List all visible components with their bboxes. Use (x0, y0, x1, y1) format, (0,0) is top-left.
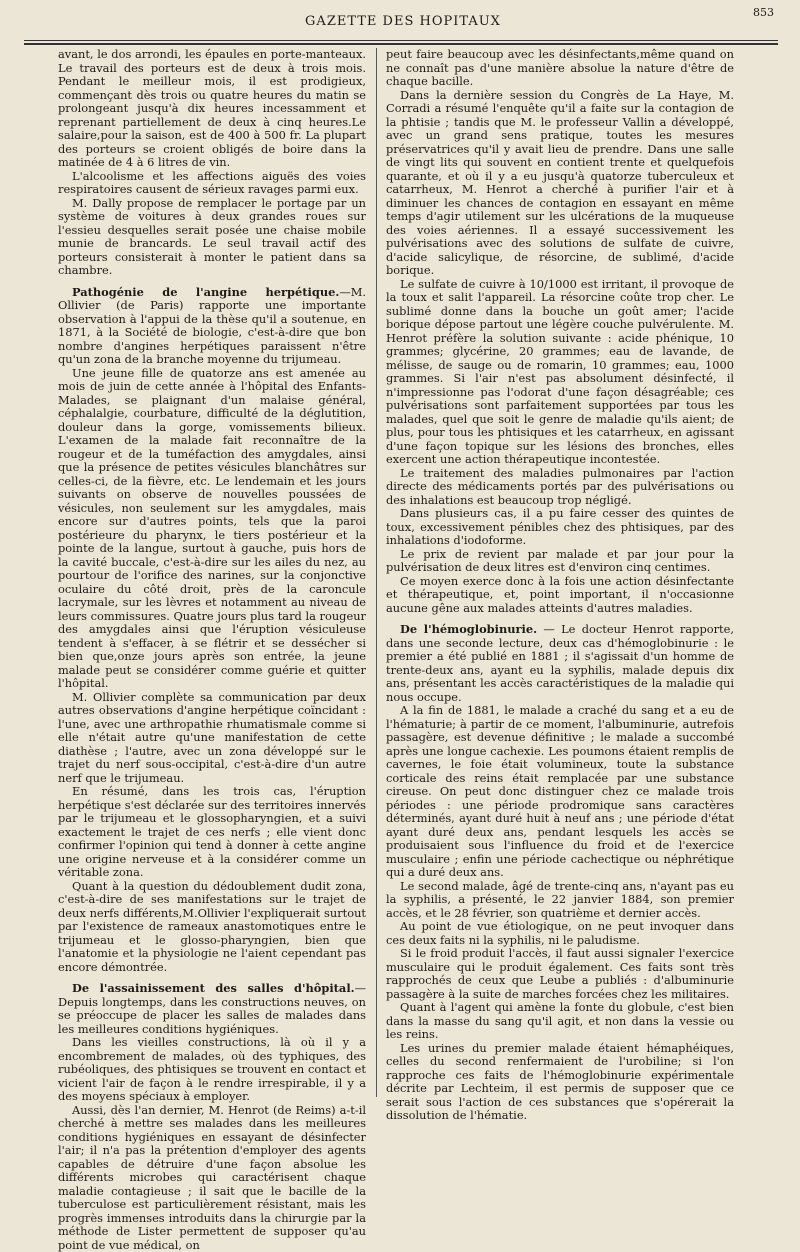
running-title: GAZETTE DES HOPITAUX (24, 14, 782, 29)
section-hemoglobinurie (386, 623, 734, 704)
paragraph: Si le froid produit l'accès, il faut aussi signaler l'exercice musculaire qui le produit également. Ces faits sont très rapprochés de ceux que Leube a publiés : d'albuminurie passagère à la suite de marches forcées chez les militaires. (386, 947, 734, 1001)
paragraph: L'alcoolisme et les affections aiguës des voies respiratoires causent de sérieux ravages parmi eux. (58, 170, 366, 197)
paragraph: Dans les vieilles constructions, là où il y a encombrement de malades, où des typhiques, des rubéoliques, des phtisiques se trouvent en contact et vicient l'air de façon à le rendre irrespirable, il y a des moyens spéciaux à employer. (58, 1036, 366, 1104)
section-lead: — Depuis longtemps, dans les constructions neuves, on se préoccupe de placer les salles de malades dans les meilleures conditions hygiéniques. (58, 981, 366, 1036)
page-header (24, 4, 782, 38)
section-lead: —M. Ollivier (de Paris) rapporte une importante observation à l'appui de la thèse qu'il a soutenue, en 1871, à la Société de biologie, c'est-à-dire que bon nombre d'angines herpétiques paraissent n'être qu'un zona de la branche moyenne du trijumeau. (58, 285, 366, 367)
section-title: De l'hémoglobinurie. (400, 622, 537, 636)
section-angine-herpetique (58, 286, 366, 367)
paragraph: Quant à l'agent qui amène la fonte du globule, c'est bien dans la masse du sang qu'il agit, et non dans la vessie ou les reins. (386, 1001, 734, 1042)
paragraph: Quant à la question du dédoublement dudit zona, c'est-à-dire de ses manifestations sur le trajet de deux nerfs différents,M.Ollivier l'expliquerait surtout par l'existence de rameaux anastomotiques entre le trijumeau et le glosso-pharyngien, bien que l'anatomie et la physiologie ne l'aient cependant pas encore démontrée. (58, 880, 366, 975)
section-title: Pathogénie de l'angine herpétique. (72, 285, 339, 299)
paragraph: Le sulfate de cuivre à 10/1000 est irritant, il provoque de la toux et salit l'appareil. La résorcine coûte trop cher. Le sublimé donne dans la bouche un goût amer; l'acide borique dépose partout une légère couche pulvérulente. M. Henrot préfère la solution suivante : acide phénique, 10 grammes; glycérine, 20 grammes; eau de lavande, de mélisse, de sauge ou de romarin, 10 grammes; eau, 1000 grammes. Si l'air n'est pas absolument désinfecté, il n'impressionne pas l'odorat d'une façon désagréable; ces pulvérisations sont parfaitement supportées par tous les malades, quel que soit le genre de maladie qu'ils aient; de plus, pour tous les phtisiques et les catarrheux, en agissant d'une façon topique sur les lésions des bronches, elles exercent une action thérapeutique incontestée. (386, 278, 734, 467)
paragraph: Le second malade, âgé de trente-cinq ans, n'ayant pas eu la syphilis, a présenté, le 22 janvier 1884, son premier accès, et le 28 février, son quatrième et dernier accès. (386, 880, 734, 921)
paragraph: Le traitement des maladies pulmonaires par l'action directe des médicaments portés par des pulvérisations ou des inhalations est beaucoup trop négligé. (386, 467, 734, 508)
paragraph: M. Dally propose de remplacer le portage par un système de voitures à deux grandes roues sur l'essieu desquelles serait posée une chaise mobile munie de brancards. Le seul travail actif des porteurs consisterait à monter le patient dans sa chambre. (58, 197, 366, 278)
section-lead: — Le docteur Henrot rapporte, dans une seconde lecture, deux cas d'hémoglobinurie : le premier a été publié en 1881 ; il s'agissait d'un homme de trente-deux ans, ayant eu la syphilis, malade depuis dix ans, présentant les accès caractéristiques de la maladie qui nous occupe. (386, 622, 734, 704)
header-double-rule (24, 43, 778, 45)
paragraph: Au point de vue étiologique, on ne peut invoquer dans ces deux faits ni la syphilis, ni le paludisme. (386, 920, 734, 947)
paragraph: avant, le dos arrondi, les épaules en porte-manteaux. Le travail des porteurs est de deux à trois mois. Pendant le meilleur mois, il est prodigieux, commençant dès trois ou quatre heures du matin se prolongeant jusqu'à dix heures incessamment et reprenant partiellement de deux à cinq heures.Le salaire,pour la saison, est de 400 à 500 fr. La plupart des porteurs se croient obligés de boire dans la matinée de 4 à 6 litres de vin. (58, 48, 366, 170)
paragraph: Le prix de revient par malade et par jour pour la pulvérisation de deux litres est d'environ cinq centimes. (386, 548, 734, 575)
left-column (58, 48, 366, 1099)
header-rule (24, 40, 778, 41)
paragraph: Les urines du premier malade étaient hémaphéiques, celles du second renfermaient de l'urobiline; si l'on rapproche ces faits de l'hémoglobinurie expérimentale décrite par Lechteim, il est permis de supposer que ce serait sous l'action de ces substances que s'opérerait la dissolution de l'hématie. (386, 1042, 734, 1123)
paragraph: Dans la dernière session du Congrès de La Haye, M. Corradi a résumé l'enquête qu'il a faite sur la contagion de la phtisie ; tandis que M. le professeur Vallin a développé, avec un grand sens pratique, toutes les mesures préservatrices qu'il y avait lieu de prendre. Dans une salle de vingt lits qui souvent en contient trente et quelquefois quarante, et où il y a eu jusqu'à quatorze tuberculeux et catarrheux, M. Henrot a cherché à purifier l'air et à diminuer les chances de contagion en essayant en même temps d'agir utilement sur les ulcérations de la muqueuse des voies aériennes. Il a essayé successivement les pulvérisations avec des solutions de sulfate de cuivre, d'acide salicylique, de résorcine, de sublimé, d'acide borique. (386, 89, 734, 278)
paragraph: En résumé, dans les trois cas, l'éruption herpétique s'est déclarée sur des territoires innervés par le trijumeau et le glossopharyngien, et a suivi exactement le trajet de ces nerfs ; elle vient donc confirmer l'opinion qui tend à donner à cette angine une origine nerveuse et à la considérer comme un véritable zona. (58, 785, 366, 880)
column-divider (376, 48, 377, 1097)
page-number: 853 (753, 6, 774, 19)
right-column (386, 48, 734, 1099)
paragraph: Ce moyen exerce donc à la fois une action désinfectante et thérapeutique, et, point important, il n'occasionne aucune gêne aux malades atteints d'autres maladies. (386, 575, 734, 616)
paragraph: peut faire beaucoup avec les désinfectants,même quand on ne connaît pas d'une manière absolue la nature d'être de chaque bacille. (386, 48, 734, 89)
paragraph: M. Ollivier complète sa communication par deux autres observations d'angine herpétique coïncidant : l'une, avec une arthropathie rhumatismale comme si elle n'était autre qu'une manifestation de cette diathèse ; l'autre, avec un zona développé sur le trajet du nerf sous-occipital, c'est-à-dire d'un autre nerf que le trijumeau. (58, 691, 366, 786)
section-assainissement (58, 982, 366, 1036)
paragraph: Dans plusieurs cas, il a pu faire cesser des quintes de toux, excessivement pénibles chez des phtisiques, par des inhalations d'iodoforme. (386, 507, 734, 548)
section-title: De l'assainissement des salles d'hôpital. (72, 981, 355, 995)
paragraph: A la fin de 1881, le malade a craché du sang et a eu de l'hématurie; à partir de ce moment, l'albuminurie, autrefois passagère, est devenue définitive ; le malade a succombé après une longue cachexie. Les poumons étaient remplis de cavernes, le foie était volumineux, toute la substance corticale des reins était remplacée par une substance cireuse. On peut donc distinguer chez ce malade trois périodes : une période prodromique sans caractères déterminés, ayant duré huit à neuf ans ; une période d'état ayant duré deux ans, pendant lesquels les accès se produisaient sous l'influence du froid et de l'exercice musculaire ; enfin une période cachectique ou néphrétique qui a duré deux ans. (386, 704, 734, 880)
paragraph: Une jeune fille de quatorze ans est amenée au mois de juin de cette année à l'hôpital des Enfants-Malades, se plaignant d'un malaise général, céphalalgie, courbature, difficulté de la déglutition, douleur dans la gorge, vomissements bilieux. L'examen de la malade fait reconnaître de la rougeur et de la tuméfaction des amygdales, ainsi que la présence de petites vésicules blanchâtres sur celles-ci, de la fièvre, etc. Le lendemain et les jours suivants on observe de nouvelles poussées de vésicules, non seulement sur les amygdales, mais encore sur d'autres points, tels que la paroi postérieure du pharynx, le tiers postérieur et la pointe de la langue, surtout à gauche, puis hors de la cavité buccale, c'est-à-dire sur les ailes du nez, au pourtour de l'orifice des narines, sur la conjonctive oculaire du côté droit, près de la caroncule lacrymale, sur les lèvres et notamment au niveau de leurs commissures. Quatre jours plus tard la rougeur des amygdales ainsi que l'éruption vésiculeuse tendent à s'effacer, à se flétrir et se dessécher si bien que,onze jours après son entrée, la jeune malade peut se considérer comme guérie et quitter l'hôpital. (58, 367, 366, 691)
paragraph: Aussi, dès l'an dernier, M. Henrot (de Reims) a-t-il cherché à mettre ses malades dans les meilleures conditions hygiéniques en essayant de désinfecter l'air; il n'a pas la prétention d'employer des agents capables de détruire d'une façon absolue les différents microbes qui caractérisent chaque maladie contagieuse ; il sait que le bacille de la tuberculose est particulièrement résistant, mais les progrès immenses introduits dans la chirurgie par la méthode de Lister permettent de supposer qu'au point de vue médical, on (58, 1104, 366, 1252)
